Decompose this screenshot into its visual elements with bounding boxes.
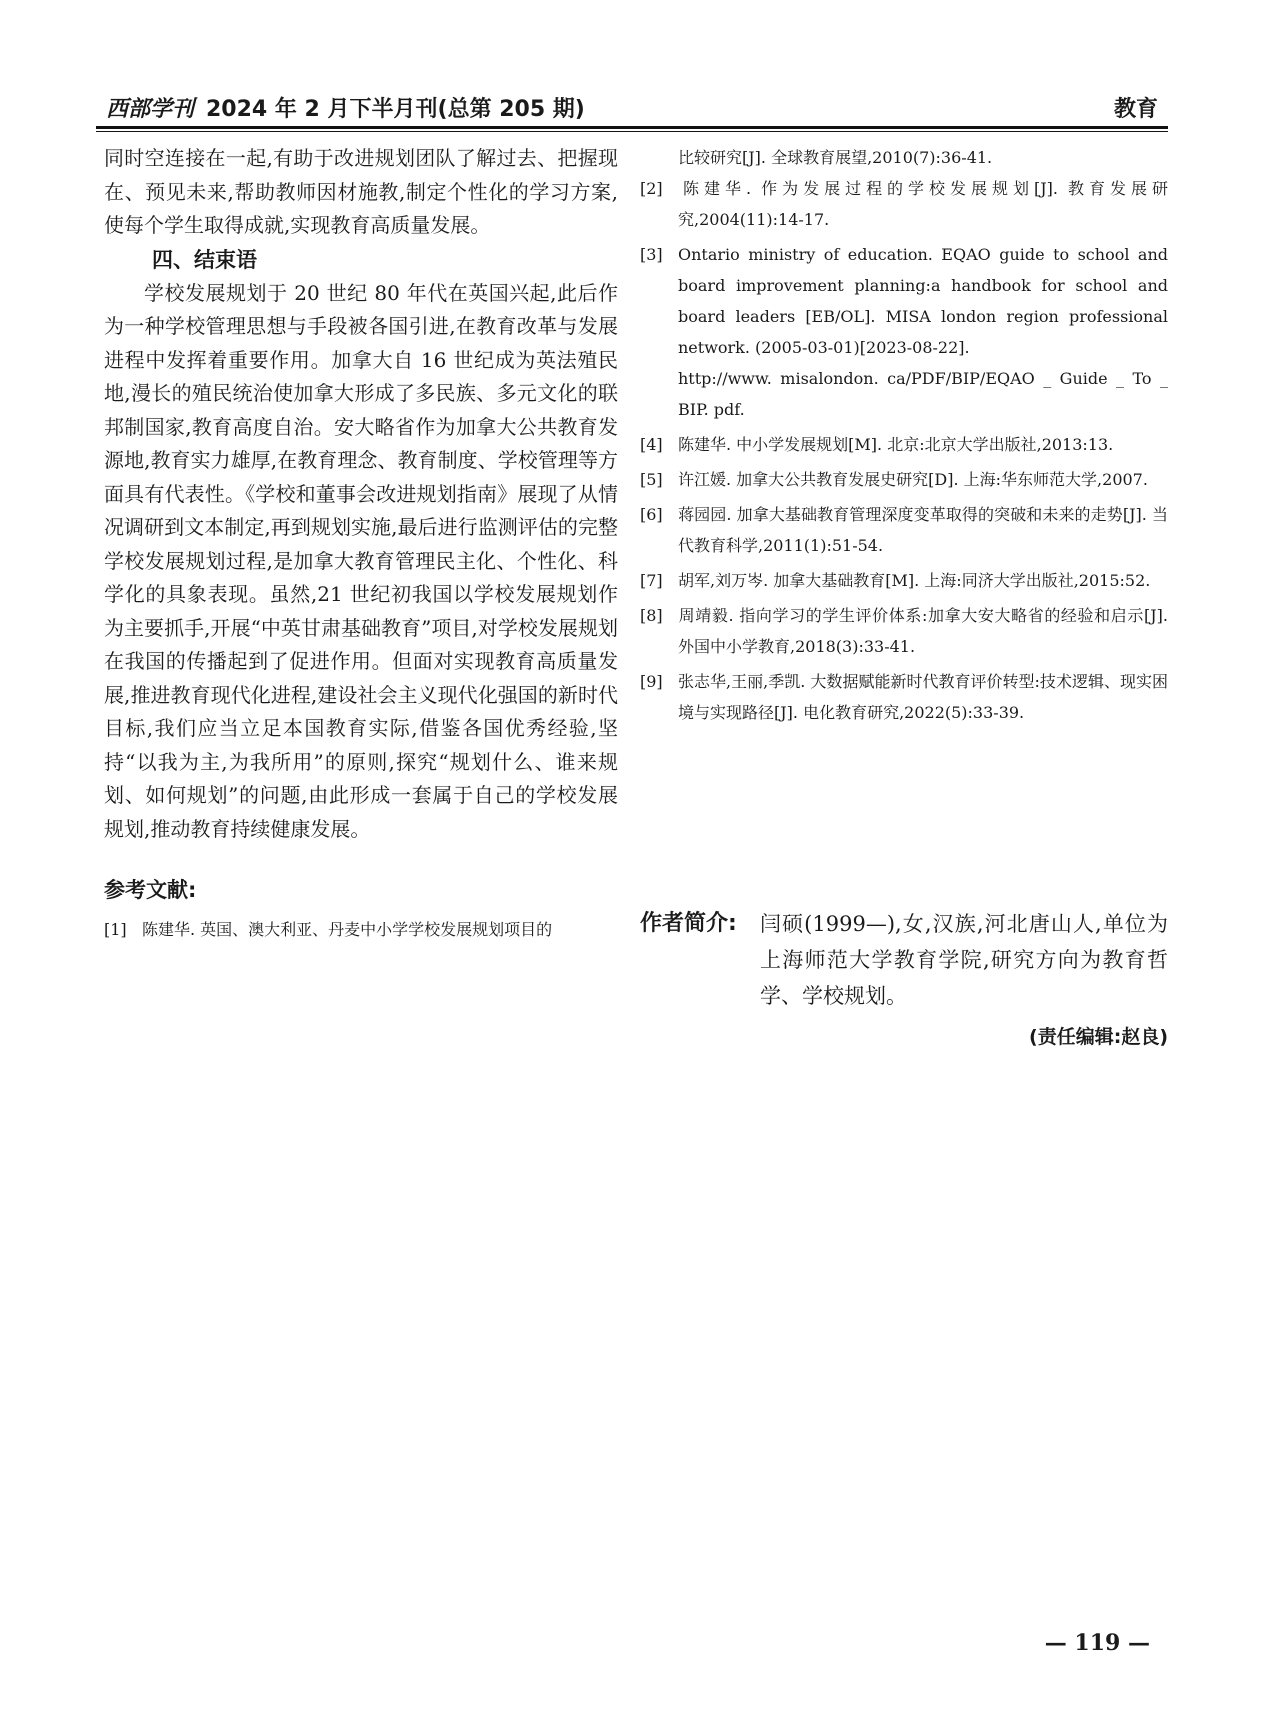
reference-text: 周靖毅. 指向学习的学生评价体系:加拿大安大略省的经验和启示[J]. 外国中小学教育,2018(3):33-41. (678, 606, 1168, 656)
reference-text: Ontario ministry of education. EQAO guide to school and board improvement planning:a handbook for school and board leaders [EB/OL]. MISA london region professional network. (2005-03-01)[2023-08-22]. (678, 245, 1168, 357)
author-bio (640, 906, 1168, 1014)
section-heading: 四、结束语 (152, 247, 257, 272)
references-heading: 参考文献: (104, 878, 197, 902)
section-name: 教育 (1113, 97, 1158, 122)
reference-item (640, 464, 1168, 495)
body-paragraph: 同时空连接在一起,有助于改进规划团队了解过去、把握现在、预见未来,帮助教师因材施教,制定个性化的学习方案,使每个学生取得成就,实现教育高质量发展。 (104, 146, 618, 237)
author-bio-text: 闫硕(1999—),女,汉族,河北唐山人,单位为上海师范大学教育学院,研究方向为教育哲学、学校规划。 (760, 912, 1168, 1008)
reference-number: [2] (640, 179, 663, 198)
reference-text: 陈建华. 中小学发展规划[M]. 北京:北京大学出版社,2013:13. (678, 435, 1114, 454)
journal-logo: 西部学刊 (106, 96, 195, 122)
body-paragraph: 学校发展规划于 20 世纪 80 年代在英国兴起,此后作为一种学校管理思想与手段被各国引进,在教育改革与发展进程中发挥着重要作用。加拿大自 16 世纪成为英法殖民地,漫长的殖民统治使加拿大形成了多民族、多元文化的联邦制国家,教育高度自治。安大略省作为加拿大公共教育发源地,教育实力雄厚,在教育理念、教育制度、学校管理等方面具有代表性。《学校和董事会改进规划指南》展现了从情况调研到文本制定,再到规划实施,最后进行监测评估的完整学校发展规划过程,是加拿大教育管理民主化、个性化、科学化的具象表现。虽然,21 世纪初我国以学校发展规划作为主要抓手,开展“中英甘肃基础教育”项目,对学校发展规划在我国的传播起到了促进作用。但面对实现教育高质量发展,推进教育现代化进程,建设社会主义现代化强国的新时代目标,我们应当立足本国教育实际,借鉴各国优秀经验,坚持“以我为主,为我所用”的原则,探究“规划什么、谁来规划、如何规划”的问题,由此形成一套属于自己的学校发展规划,推动教育持续健康发展。 (104, 280, 618, 841)
reference-text: 陈建华. 作为发展过程的学校发展规划[J]. 教育发展研究,2004(11):14-17. (678, 179, 1168, 229)
reference-list (640, 173, 1168, 728)
reference-item (640, 565, 1168, 596)
reference-continuation: 比较研究[J]. 全球教育展望,2010(7):36-41. (678, 148, 993, 167)
header-rule (96, 126, 1168, 132)
reference-number: [1] (104, 920, 127, 939)
reference-item (640, 173, 1168, 235)
reference-number: [8] (640, 606, 663, 625)
reference-item (640, 666, 1168, 728)
issue-info: 2024 年 2 月下半月刊(总第 205 期) (206, 97, 585, 122)
reference-item (640, 499, 1168, 561)
reference-number: [5] (640, 470, 663, 489)
responsible-editor: (责任编辑:赵良) (1029, 1026, 1168, 1048)
reference-item (640, 600, 1168, 662)
reference-number: [4] (640, 435, 663, 454)
reference-text: 张志华,王丽,季凯. 大数据赋能新时代教育评价转型:技术逻辑、现实困境与实现路径[J]. 电化教育研究,2022(5):33-39. (678, 672, 1168, 722)
left-column (104, 142, 618, 945)
reference-text: 蒋园园. 加拿大基础教育管理深度变革取得的突破和未来的走势[J]. 当代教育科学,2011(1):51-54. (678, 505, 1168, 555)
reference-number: [6] (640, 505, 663, 524)
reference-number: [7] (640, 571, 663, 590)
page-number: — 119 — (1044, 1630, 1150, 1656)
reference-number: [9] (640, 672, 663, 691)
reference-text: 许江媛. 加拿大公共教育发展史研究[D]. 上海:华东师范大学,2007. (678, 470, 1148, 489)
reference-text: 陈建华. 英国、澳大利亚、丹麦中小学学校发展规划项目的 (142, 920, 553, 939)
reference-text: 胡军,刘万岑. 加拿大基础教育[M]. 上海:同济大学出版社,2015:52. (678, 571, 1151, 590)
reference-item (104, 914, 618, 945)
reference-item (640, 429, 1168, 460)
running-header (96, 88, 1168, 124)
reference-url: http://www. misalondon. ca/PDF/BIP/EQAO _ Guide _ To _ BIP. pdf. (678, 369, 1168, 419)
author-bio-label: 作者简介: (640, 911, 737, 936)
reference-item (640, 239, 1168, 425)
right-column (640, 142, 1168, 732)
reference-number: [3] (640, 245, 663, 264)
